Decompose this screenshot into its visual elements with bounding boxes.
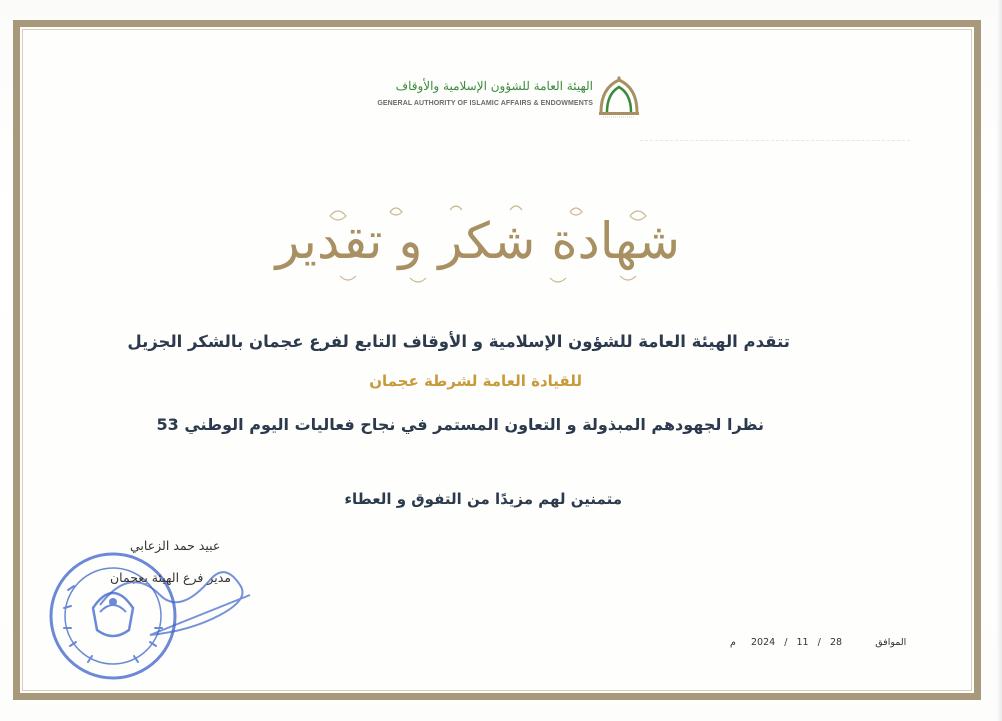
date-year: 2024 — [751, 637, 776, 648]
signatory-title: مدير فرع الهيئة بعجمان — [110, 570, 231, 585]
body-line-thanks: تتقدم الهيئة العامة للشؤون الإسلامية و الأوقاف التابع لفرع عجمان بالشكر الجزيل — [127, 332, 790, 351]
date-suffix: م — [730, 637, 736, 648]
faint-divider — [640, 140, 910, 141]
mosque-dome-logo-icon — [595, 74, 643, 118]
signatory-name: عبيد حمد الزعابي — [130, 538, 221, 553]
date-label: الموافق — [875, 637, 907, 648]
date-month: 11 — [796, 637, 809, 648]
org-name-english: GENERAL AUTHORITY OF ISLAMIC AFFAIRS & ENDOWMENTS — [377, 100, 593, 107]
body-line-reason: نظرا لجهودهم المبذولة و التعاون المستمر في نجاح فعاليات اليوم الوطني 53 — [156, 415, 764, 434]
org-header — [355, 72, 645, 122]
closing-line: متمنين لهم مزيدًا من التفوق و العطاء — [344, 490, 622, 508]
date-day: 28 — [829, 637, 843, 648]
recipient-line: للقيادة العامة لشرطة عجمان — [369, 372, 582, 390]
handwritten-signature-icon — [80, 535, 280, 655]
certificate-title: شهادة شكر و تقدير — [275, 212, 680, 270]
scan-edge — [996, 0, 1002, 721]
issue-date: م 2024 / 11 / 28 الموافق — [730, 637, 907, 648]
org-name-arabic: الهيئة العامة للشؤون الإسلامية والأوقاف — [395, 79, 593, 93]
